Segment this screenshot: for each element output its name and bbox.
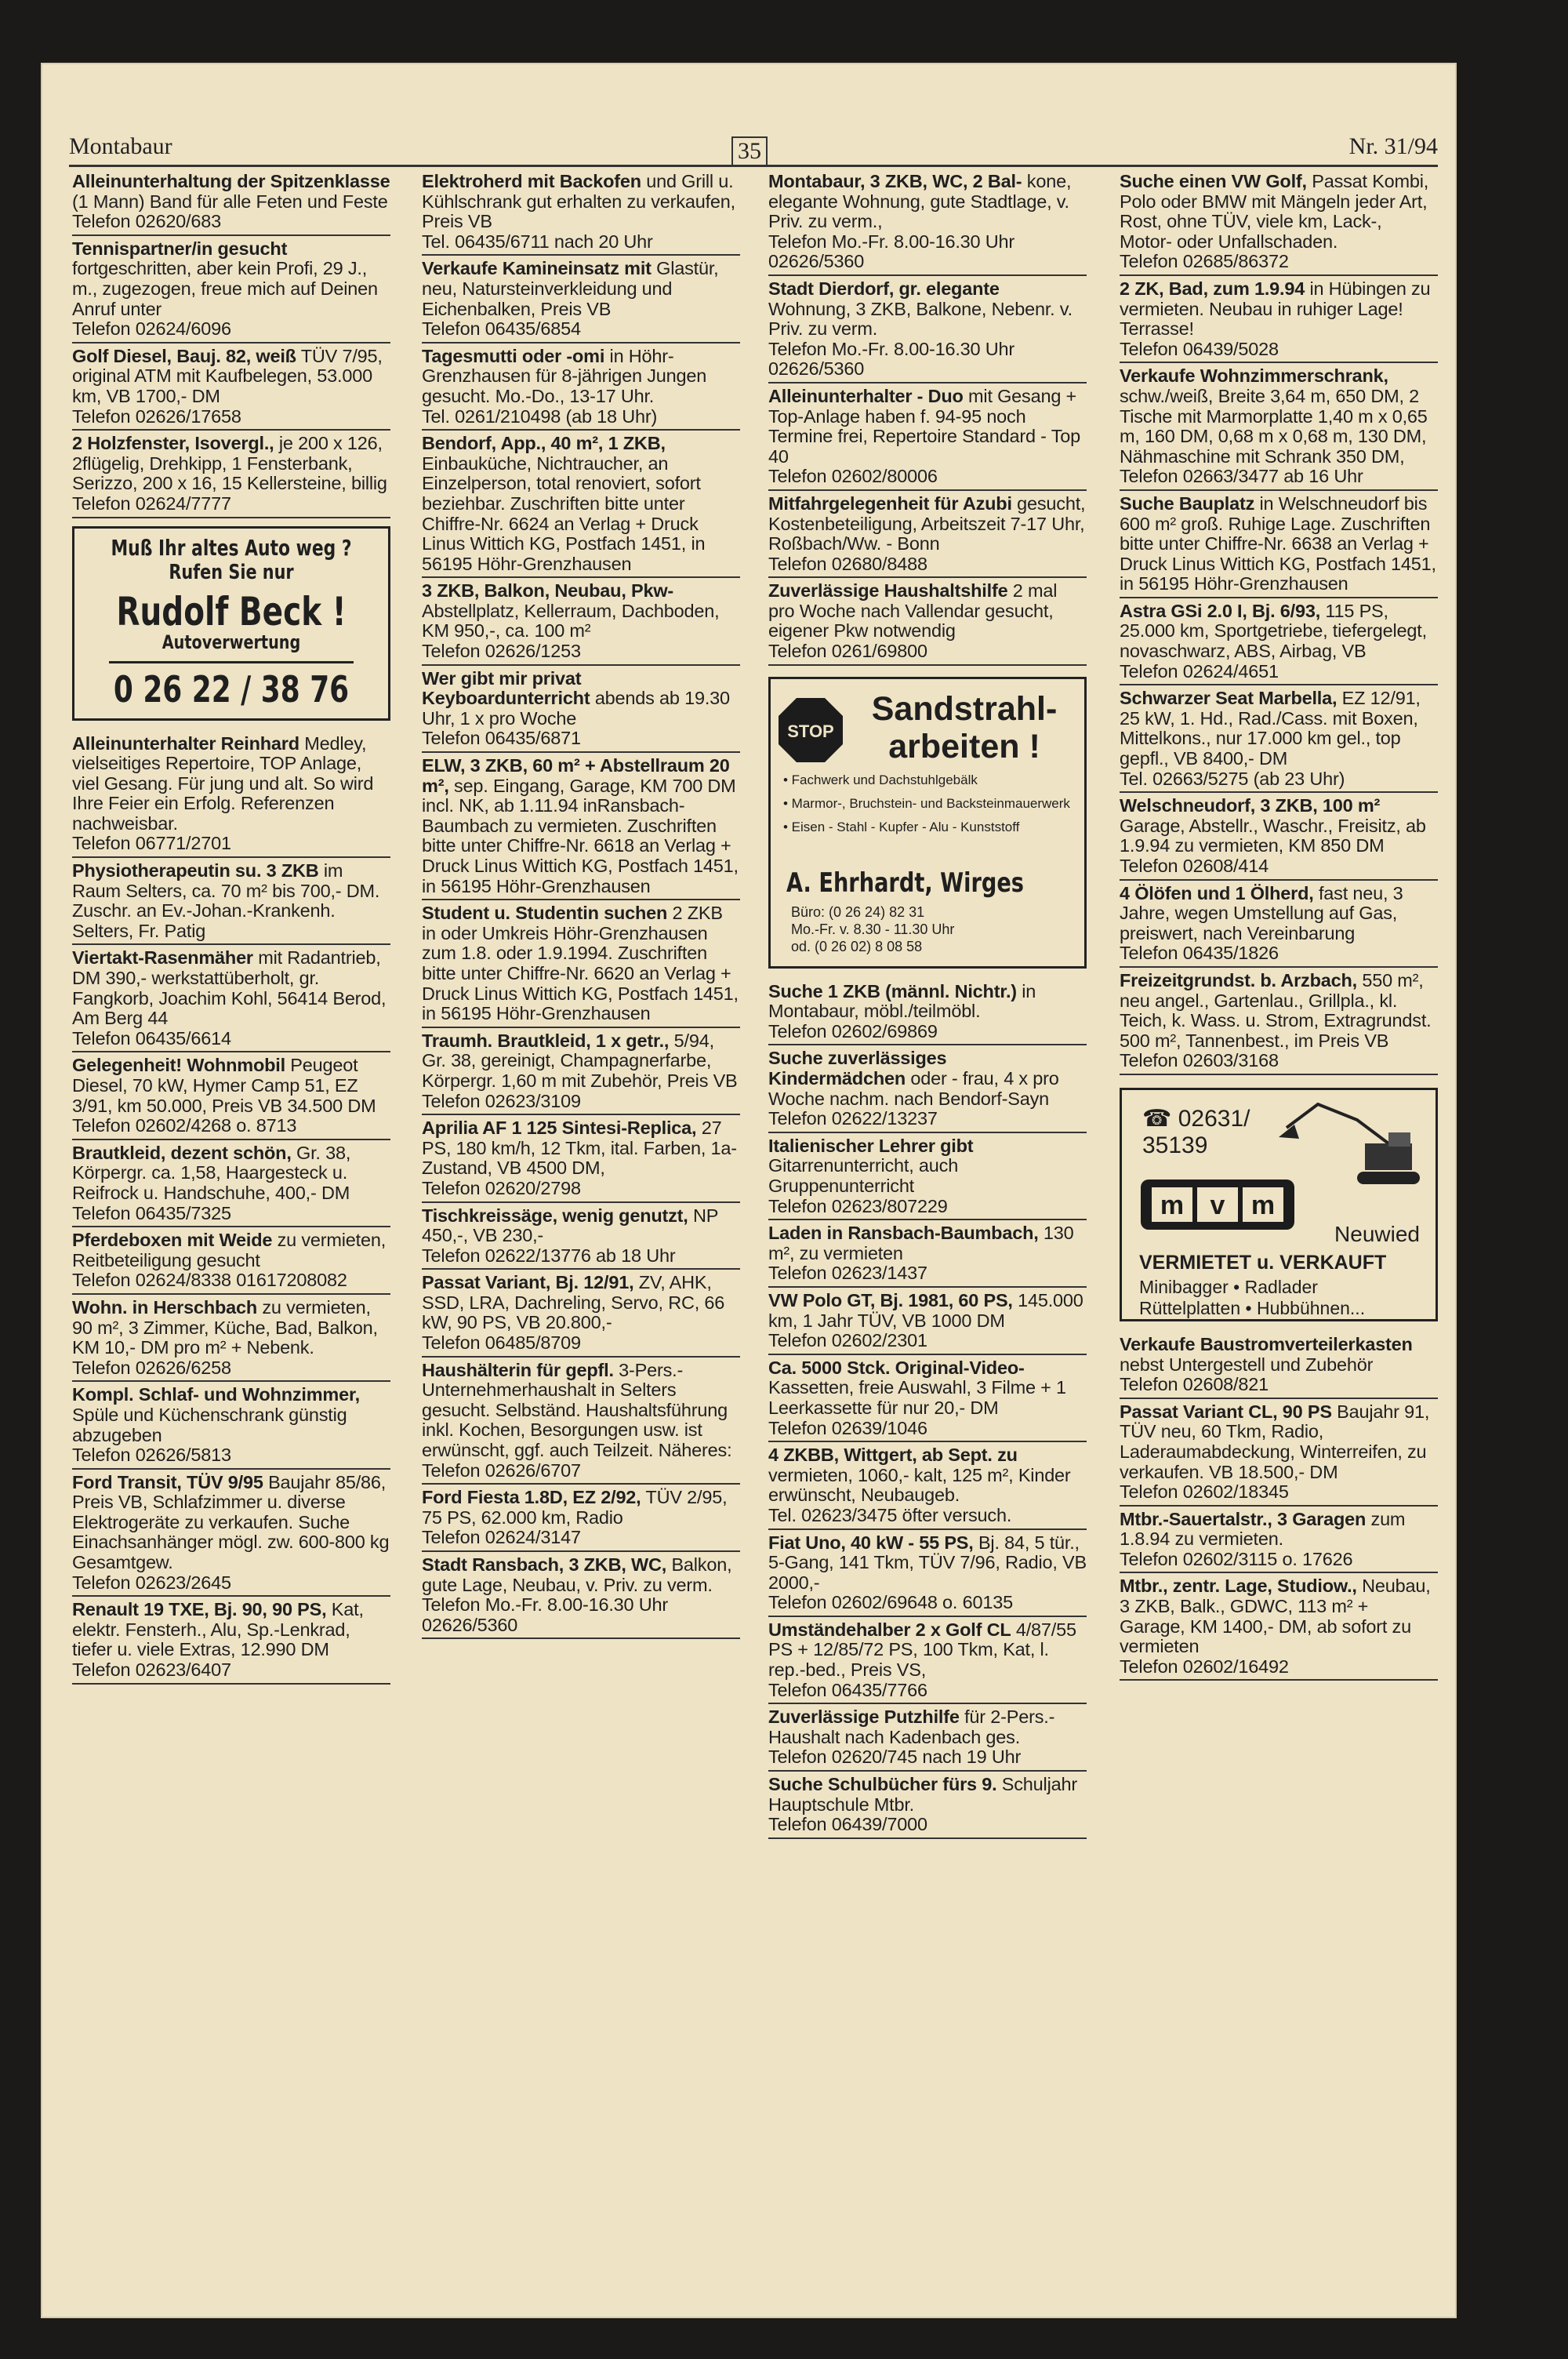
phone-number: 0 26 22 / 38 76 bbox=[109, 661, 354, 711]
ad-headline: 4 Ölöfen und 1 Ölherd, bbox=[1120, 882, 1314, 903]
ad-headline: Montabaur, 3 ZKB, WC, 2 Bal- bbox=[768, 171, 1022, 191]
service-item: • Marmor-, Bruchstein- und Backsteinmauerwerk bbox=[783, 795, 1070, 811]
ad-subline: Rufen Sie nur bbox=[169, 560, 294, 584]
classified-ad bbox=[422, 171, 740, 256]
classified-ad bbox=[768, 1774, 1087, 1839]
ad-text: 130 m², zu vermieten bbox=[768, 1223, 1074, 1263]
ad-headline: Umständehalber 2 x Golf CL bbox=[768, 1619, 1011, 1640]
classified-ad bbox=[1120, 1509, 1438, 1574]
classified-ad bbox=[1120, 601, 1438, 685]
ad-text: Spüle und Küchenschrank günstig abzugeben bbox=[72, 1404, 347, 1445]
ad-phone: Tel. 06435/6711 nach 20 Uhr bbox=[422, 231, 653, 252]
ad-headline: Brautkleid, dezent schön, bbox=[72, 1142, 292, 1163]
ad-headline: Haushälterin für gepfl. bbox=[422, 1359, 614, 1380]
ad-headline: Tennispartner/in gesucht bbox=[72, 238, 288, 259]
classified-ad bbox=[768, 493, 1087, 578]
contact-info bbox=[791, 903, 954, 955]
ad-phone: Telefon 06771/2701 bbox=[72, 833, 231, 854]
column-2 bbox=[422, 171, 740, 1641]
svg-text:v: v bbox=[1210, 1190, 1225, 1220]
ad-text: 3-Pers.-Unternehmerhaushalt in Selters gesucht. Selbständ. Haushaltsführung inkl. Kochen, Besorgungen usw. ist erwünscht, ggf. auch Teilzeit. Näheres: bbox=[422, 1359, 732, 1461]
classified-ad bbox=[768, 1532, 1087, 1617]
ad-headline: Mitfahrgelegenheit für Azubi bbox=[768, 493, 1012, 514]
ad-headline: Golf Diesel, Bauj. 82, weiß bbox=[72, 345, 296, 366]
ad-headline: Zuverlässige Haushaltshilfe bbox=[768, 580, 1008, 602]
ad-headline: Suche 1 ZKB (männl. Nichtr.) bbox=[768, 980, 1017, 1001]
ad-text: für 2-Pers.-Haushalt nach Kadenbach ges. bbox=[768, 1707, 1055, 1747]
classified-ad bbox=[422, 755, 740, 900]
classified-ad bbox=[72, 1143, 390, 1227]
ad-text: Abstellplatz, Kellerraum, Dachboden, KM 950,-, ca. 100 m² bbox=[422, 600, 720, 642]
ad-phone: Telefon 02624/4651 bbox=[1120, 660, 1279, 682]
company-name: A. Ehrhardt, Wirges bbox=[786, 867, 1024, 899]
ad-phone: Telefon 02602/3115 o. 17626 bbox=[1120, 1548, 1353, 1569]
classified-ad bbox=[1120, 883, 1438, 968]
ad-phone: Telefon 02602/80006 bbox=[768, 466, 938, 487]
classified-ad bbox=[1120, 1334, 1438, 1399]
ad-text: Schuljahr Hauptschule Mtbr. bbox=[768, 1774, 1077, 1815]
equipment-line: Rüttelplatten • Hubbühnen... bbox=[1139, 1297, 1366, 1318]
ad-text: Balkon, gute Lage, Neubau, v. Priv. zu verm. bbox=[422, 1554, 732, 1595]
svg-text:m: m bbox=[1250, 1190, 1276, 1220]
ad-phone: Tel. 02623/3475 öfter versuch. bbox=[768, 1504, 1012, 1525]
ad-headline: Fiat Uno, 40 kW - 55 PS, bbox=[768, 1532, 974, 1553]
classified-ad bbox=[422, 346, 740, 431]
ad-headline: Stadt Dierdorf, gr. elegante bbox=[768, 278, 1000, 299]
classified-ad bbox=[1120, 1576, 1438, 1681]
ad-phone: Telefon 06435/6614 bbox=[72, 1027, 231, 1049]
ad-headline: Alleinunterhalter - Duo bbox=[768, 385, 964, 406]
classified-ad bbox=[72, 433, 390, 518]
ad-headline: Tischkreissäge, wenig genutzt, bbox=[422, 1205, 688, 1226]
ad-headline: Bendorf, App., 40 m², 1 ZKB, bbox=[422, 433, 666, 454]
ad-text: Baujahr 85/86, Preis VB, Schlafzimmer u. diverse Elektrogeräte zu verkaufen. Suche Einachsanhänger mögl. zw. 600-800 kg Gesamtgew. bbox=[72, 1471, 390, 1573]
ad-text: TÜV 7/95, original ATM mit Kaufbelegen, 53.000 km, VB 1700,- DM bbox=[72, 345, 383, 406]
classified-ad bbox=[422, 580, 740, 665]
ad-text: oder - frau, 4 x pro Woche nachm. nach Bendorf-Sayn bbox=[768, 1068, 1059, 1109]
mvm-logo bbox=[1139, 1175, 1296, 1234]
classified-ad bbox=[422, 1030, 740, 1115]
ad-headline: Mtbr., zentr. Lage, Studiow., bbox=[1120, 1576, 1357, 1597]
ad-text: 115 PS, 25.000 km, Sportgetriebe, tiefergelegt, novaschwarz, ABS, Airbag, VB bbox=[1120, 600, 1427, 662]
office-phone: Büro: (0 26 24) 82 31 bbox=[791, 903, 925, 920]
ad-text: gesucht, Kostenbeteiligung, Arbeitszeit 7-17 Uhr, Roßbach/Ww. - Bonn bbox=[768, 493, 1086, 554]
ad-text: 145.000 km, 1 Jahr TÜV, VB 1000 DM bbox=[768, 1289, 1083, 1331]
ad-headline: Viertakt-Rasenmäher bbox=[72, 947, 253, 969]
ad-phone: Telefon 02680/8488 bbox=[768, 553, 927, 574]
ad-text: Wohnung, 3 ZKB, Balkone, Nebenr. v. Priv. zu verm. bbox=[768, 298, 1073, 340]
ad-headline: Traumh. Brautkleid, 1 x getr., bbox=[422, 1030, 670, 1051]
classified-ad bbox=[72, 1599, 390, 1684]
ad-phone: Telefon 06435/7325 bbox=[72, 1202, 231, 1223]
classified-ad bbox=[768, 1223, 1087, 1288]
mvm-ad bbox=[1120, 1088, 1438, 1321]
ad-headline: 2 Holzfenster, Isovergl., bbox=[72, 433, 274, 454]
ad-headline: Suche einen VW Golf, bbox=[1120, 171, 1307, 191]
classified-ad bbox=[768, 580, 1087, 665]
ad-headline: Renault 19 TXE, Bj. 90, 90 PS, bbox=[72, 1599, 327, 1620]
ad-phone: Telefon 02620/745 nach 19 Uhr bbox=[768, 1747, 1022, 1768]
phone-line-1: ☎ 02631/ bbox=[1142, 1105, 1250, 1132]
ad-headline: Tagesmutti oder -omi bbox=[422, 345, 605, 366]
classified-ad bbox=[1120, 688, 1438, 793]
ad-phone: Telefon 02626/17658 bbox=[72, 405, 241, 427]
ad-phone: Telefon 02685/86372 bbox=[1120, 251, 1289, 272]
ad-text: und Grill u. Kühlschrank gut erhalten zu verkaufen, Preis VB bbox=[422, 171, 735, 232]
sandstrahl-ad bbox=[768, 677, 1087, 969]
ad-headline: Ca. 5000 Stck. Original-Video- bbox=[768, 1357, 1025, 1378]
ad-text: kone, elegante Wohnung, gute Stadtlage, v. Priv. zu verm., bbox=[768, 171, 1072, 232]
ad-text: fast neu, 3 Jahre, wegen Umstellung auf Gas, preiswert, nach Vereinbarung bbox=[1120, 882, 1403, 943]
ad-text: zum 1.8.94 zu vermieten. bbox=[1120, 1508, 1406, 1550]
ad-phone: Telefon 06435/6854 bbox=[422, 318, 581, 340]
ad-phone: Telefon 02602/18345 bbox=[1120, 1481, 1289, 1503]
classified-ad bbox=[72, 947, 390, 1052]
ad-headline: Alleinunterhalter Reinhard bbox=[72, 732, 299, 754]
alt-phone: od. (0 26 02) 8 08 58 bbox=[791, 938, 923, 954]
ad-phone: Telefon 02624/6096 bbox=[72, 318, 231, 340]
classified-ad bbox=[422, 258, 740, 343]
ad-phone: Telefon Mo.-Fr. 8.00-16.30 Uhr 02626/5360 bbox=[768, 338, 1015, 380]
ad-phone: Telefon 02602/69648 o. 60135 bbox=[768, 1592, 1013, 1613]
equipment-line: Minibagger • Radlader bbox=[1139, 1276, 1318, 1297]
ad-phone: Telefon 02622/13237 bbox=[768, 1108, 938, 1129]
ad-text: Neubau, 3 ZKB, Balk., GDWC, 113 m² + Garage, KM 1400,- DM, ab sofort zu vermieten bbox=[1120, 1576, 1431, 1657]
classified-ad bbox=[422, 1487, 740, 1552]
ad-text: je 200 x 126, 2flügelig, Drehkipp, 1 Fensterbank, Serizzo, 200 x 16, 15 Kellersteine, billig bbox=[72, 433, 387, 494]
ad-text: Passat Kombi, Polo oder BMW mit Mängeln jeder Art, Rost, ohne TÜV, viele km, Lack-, Motor- oder Unfallschaden. bbox=[1120, 171, 1429, 252]
ad-text: Gitarrenunterricht, auch Gruppenunterricht bbox=[768, 1155, 959, 1196]
classified-ad bbox=[422, 433, 740, 578]
equipment-list bbox=[1139, 1277, 1365, 1319]
ad-text: in Hübingen zu vermieten. Neubau in ruhiger Lage! Terrasse! bbox=[1120, 278, 1431, 340]
ad-text: in Welschneudorf bis 600 m² groß. Ruhige Lage. Zuschriften bitte unter Chiffre-Nr. 6638 an Verlag + Druck Linus Wittich KG, Postfach 1451, in 56195 Höhr-Grenzhausen bbox=[1120, 493, 1436, 594]
service-list bbox=[783, 772, 1081, 842]
ad-text: Garage, Abstellr., Waschr., Freisitz, ab 1.9.94 zu vermieten, KM 850 DM bbox=[1120, 815, 1426, 856]
ad-headline: Mtbr.-Sauertalstr., 3 Garagen bbox=[1120, 1508, 1367, 1529]
ad-phone: Telefon 02620/2798 bbox=[422, 1177, 581, 1198]
ad-headline: Passat Variant CL, 90 PS bbox=[1120, 1401, 1332, 1422]
ad-headline: Muß Ihr altes Auto weg ? bbox=[111, 534, 352, 561]
column-3 bbox=[768, 171, 1087, 1841]
ad-headline: Gelegenheit! Wohnmobil bbox=[72, 1055, 285, 1076]
ad-text: (1 Mann) Band für alle Feten und Feste bbox=[72, 191, 388, 212]
svg-text:m: m bbox=[1160, 1190, 1185, 1220]
ad-text: Glastür, neu, Natursteinverkleidung und Eichenbalken, Preis VB bbox=[422, 258, 719, 319]
classified-ad bbox=[72, 1384, 390, 1469]
ad-phone: Telefon 02623/2645 bbox=[72, 1572, 231, 1593]
ad-headline: Zuverlässige Putzhilfe bbox=[768, 1707, 960, 1728]
ad-text: vermieten, 1060,- kalt, 125 m², Kinder erwünscht, Neubaugeb. bbox=[768, 1464, 1071, 1506]
ad-text: Baujahr 91, TÜV neu, 60 Tkm, Radio, Laderaumabdeckung, Winterreifen, zu verkaufen. VB 18.500,- DM bbox=[1120, 1401, 1430, 1482]
ad-headline: Ford Transit, TÜV 9/95 bbox=[72, 1471, 263, 1492]
ad-headline: Sandstrahl-arbeiten ! bbox=[871, 689, 1058, 765]
ad-headline: ELW, 3 ZKB, 60 m² + Abstellraum 20 m², bbox=[422, 755, 730, 796]
classified-ad bbox=[1120, 365, 1438, 491]
classified-ad bbox=[72, 1230, 390, 1295]
ad-headline: Verkaufe Baustromverteilerkasten bbox=[1120, 1333, 1413, 1354]
ad-phone: Telefon 06435/1826 bbox=[1120, 943, 1279, 964]
classified-ad bbox=[422, 1205, 740, 1270]
ad-headline: Suche Schulbücher fürs 9. bbox=[768, 1774, 997, 1795]
ad-text: fortgeschritten, aber kein Profi, 29 J., m., zugezogen, freue mich auf Deinen Anruf unter bbox=[72, 258, 378, 319]
ad-phone: Telefon 06435/7766 bbox=[768, 1679, 927, 1700]
ad-headline: Kompl. Schlaf- und Wohnzimmer, bbox=[72, 1384, 360, 1405]
ad-phone: Telefon 02626/6707 bbox=[422, 1459, 581, 1481]
classified-ad bbox=[72, 238, 390, 343]
service-item: • Eisen - Stahl - Kupfer - Alu - Kunststoff bbox=[783, 819, 1020, 834]
ad-phone: Telefon 02608/414 bbox=[1120, 856, 1269, 876]
ad-headline: Ford Fiesta 1.8D, EZ 2/92, bbox=[422, 1487, 641, 1508]
classified-ad bbox=[72, 1055, 390, 1140]
classified-ad bbox=[768, 171, 1087, 276]
ad-phone: Telefon 02626/1253 bbox=[422, 641, 581, 662]
ad-headline: Freizeitgrundst. b. Arzbach, bbox=[1120, 969, 1357, 990]
ad-text: sep. Eingang, Garage, KM 700 DM incl. NK, ab 1.11.94 inRansbach-Baumbach zu vermieten. Zuschriften bitte unter Chiffre-Nr. 6618 an Verlag + Druck Linus Wittich KG, Postfach 1451, in 56195 Höhr-Grenzhausen bbox=[422, 775, 739, 896]
classified-ad bbox=[768, 1707, 1087, 1772]
city: Neuwied bbox=[1334, 1221, 1420, 1246]
ad-headline: 2 ZK, Bad, zum 1.9.94 bbox=[1120, 278, 1305, 299]
ad-phone: Telefon 02624/8338 01617208082 bbox=[72, 1270, 347, 1291]
ad-headline: Italienischer Lehrer gibt bbox=[768, 1135, 974, 1156]
company-name: Rudolf Beck ! bbox=[116, 588, 347, 634]
column-1 bbox=[72, 171, 390, 1687]
ad-phone: Telefon Mo.-Fr. 8.00-16.30 Uhr 02626/5360 bbox=[768, 231, 1015, 272]
classified-ad bbox=[768, 1619, 1087, 1704]
rudolf-beck-ad bbox=[72, 526, 390, 721]
ad-text: schw./weiß, Breite 3,64 m, 650 DM, 2 Tische mit Marmorplatte 1,40 m x 0,65 m, 160 DM, 0,68 m x 0,68 m, 130 DM, Nähmaschine mit Schrank 350 DM, bbox=[1120, 385, 1428, 467]
issue-number: Nr. 31/94 bbox=[1348, 133, 1438, 159]
ad-headline: Schwarzer Seat Marbella, bbox=[1120, 688, 1338, 709]
ad-text: TÜV 2/95, 75 PS, 62.000 km, Radio bbox=[422, 1487, 728, 1528]
classified-ad bbox=[768, 386, 1087, 491]
classified-ad bbox=[72, 860, 390, 945]
ad-text: abends ab 19.30 Uhr, 1 x pro Woche bbox=[422, 688, 730, 729]
classified-ad bbox=[768, 1358, 1087, 1442]
stop-sign-icon bbox=[777, 696, 844, 764]
ad-headline: Verkaufe Wohnzimmerschrank, bbox=[1120, 365, 1388, 387]
ad-text: Einbauküche, Nichtraucher, an Einzelperson, total renoviert, sofort beziehbar. Zuschriften bitte unter Chiffre-Nr. 6624 an Verlag + Druck Linus Wittich KG, Postfach 1451, in 56195 Höhr-Grenzhausen bbox=[422, 453, 706, 574]
ad-text: zu vermieten, Reitbeteiligung gesucht bbox=[72, 1230, 387, 1270]
ad-headline: Physiotherapeutin su. 3 ZKB bbox=[72, 860, 319, 881]
ad-headline: Stadt Ransbach, 3 ZKB, WC, bbox=[422, 1554, 667, 1575]
ad-headline: Wer gibt mir privat Keyboardunterricht bbox=[422, 667, 590, 709]
ad-headline: VW Polo GT, Bj. 1981, 60 PS, bbox=[768, 1289, 1013, 1310]
classified-ad bbox=[1120, 970, 1438, 1075]
page-number: 35 bbox=[731, 136, 768, 166]
ad-text: 550 m², neu angel., Gartenlau., Grillpla., kl. Teich, k. Wass. u. Strom, Extragrundst. 500 m², Tannenbest., im Preis VB bbox=[1120, 969, 1432, 1051]
ad-text: zu vermieten, 90 m², 3 Zimmer, Küche, Bad, Balkon, KM 10,- DM pro m² + Nebenk. bbox=[72, 1296, 378, 1358]
ad-text: Peugeot Diesel, 70 kW, Hymer Camp 51, EZ 3/91, km 50.000, Preis VB 34.500 DM bbox=[72, 1055, 376, 1116]
ad-text: Kat, elektr. Fensterh., Alu, Sp.-Lenkrad, tiefer u. viele Extras, 12.990 DM bbox=[72, 1599, 364, 1660]
ad-phone: Telefon 02639/1046 bbox=[768, 1417, 927, 1438]
classified-ad bbox=[72, 1297, 390, 1382]
office-hours: Mo.-Fr. v. 8.30 - 11.30 Uhr bbox=[791, 921, 955, 937]
ad-headline: Aprilia AF 1 125 Sintesi-Replica, bbox=[422, 1118, 697, 1139]
ad-headline: 3 ZKB, Balkon, Neubau, Pkw- bbox=[422, 580, 674, 602]
classified-ad bbox=[422, 1554, 740, 1639]
column-4 bbox=[1120, 171, 1438, 1683]
ad-phone: Telefon 02663/3477 ab 16 Uhr bbox=[1120, 466, 1363, 487]
classified-ad bbox=[768, 1136, 1087, 1220]
classified-ad bbox=[1120, 493, 1438, 598]
classified-ad bbox=[422, 903, 740, 1028]
ad-text: Medley, vielseitiges Repertoire, TOP Anlage, viel Gesang. Für jung und alt. So wird Ihre Feier ein Erfolg. Referenzen nachweisbar. bbox=[72, 732, 374, 834]
ad-phone: Telefon 06439/7000 bbox=[768, 1814, 927, 1835]
ad-headline: Alleinunterhaltung der Spitzenklasse bbox=[72, 171, 390, 191]
ad-phone: Telefon 02602/69869 bbox=[768, 1020, 938, 1041]
classified-ad bbox=[422, 1360, 740, 1485]
ad-text: EZ 12/91, 25 kW, 1. Hd., Rad./Cass. mit Boxen, Mittelkons., nur 17.000 km gel., top gepfl., VB 8400,- DM bbox=[1120, 688, 1421, 769]
ad-headline: Laden in Ransbach-Baumbach, bbox=[768, 1223, 1039, 1244]
ad-text: NP 450,-, VB 230,- bbox=[422, 1205, 718, 1246]
classified-ad bbox=[1120, 1401, 1438, 1507]
ad-headline: Student u. Studentin suchen bbox=[422, 903, 668, 924]
ad-headline: VERMIETET u. VERKAUFT bbox=[1139, 1251, 1387, 1274]
ad-phone: Tel. 0261/210498 (ab 18 Uhr) bbox=[422, 405, 658, 427]
stop-label: STOP bbox=[787, 721, 834, 741]
ad-phone: Telefon 02620/683 bbox=[72, 211, 221, 232]
classified-ad bbox=[768, 1445, 1087, 1529]
ad-text: Kassetten, freie Auswahl, 3 Filme + 1 Leerkassette für nur 20,- DM bbox=[768, 1377, 1066, 1418]
service-item: • Fachwerk und Dachstuhlgebälk bbox=[783, 772, 978, 787]
ad-text: 2 mal pro Woche nach Vallendar gesucht, eigener Pkw notwendig bbox=[768, 580, 1058, 642]
ad-phone: Telefon 02623/3109 bbox=[422, 1090, 581, 1111]
classified-ad bbox=[1120, 171, 1438, 276]
classified-ad bbox=[72, 346, 390, 431]
ad-headline: Welschneudorf, 3 ZKB, 100 m² bbox=[1120, 795, 1381, 816]
ad-text: nebst Untergestell und Zubehör bbox=[1120, 1354, 1374, 1375]
ad-phone: Telefon 02602/4268 o. 8713 bbox=[72, 1115, 297, 1136]
ad-headline: Suche Bauplatz bbox=[1120, 493, 1255, 514]
ad-text: ZV, AHK, SSD, LRA, Dachreling, Servo, RC, 66 kW, 90 PS, VB 20.800,- bbox=[422, 1272, 725, 1333]
ad-phone: Telefon 0261/69800 bbox=[768, 641, 927, 662]
ad-phone: Telefon 02623/6407 bbox=[72, 1659, 231, 1681]
ad-phone: Telefon 06485/8709 bbox=[422, 1332, 581, 1354]
company-type: Autoverwertung bbox=[162, 631, 301, 653]
classified-ad bbox=[768, 1290, 1087, 1355]
ad-phone: Telefon Mo.-Fr. 8.00-16.30 Uhr 02626/5360 bbox=[422, 1594, 669, 1635]
ad-text: mit Radantrieb, DM 390,- werkstattüberholt, gr. Fangkorb, Joachim Kohl, 56414 Berod, Am Berg 44 bbox=[72, 947, 387, 1029]
ad-headline: Pferdeboxen mit Weide bbox=[72, 1230, 273, 1251]
ad-phone: Telefon 02622/13776 ab 18 Uhr bbox=[422, 1245, 676, 1266]
ad-phone: Telefon 02624/3147 bbox=[422, 1527, 581, 1548]
classified-ad bbox=[768, 1048, 1087, 1132]
ad-text: in Höhr-Grenzhausen für 8-jährigen Jungen gesucht. Mo.-Do., 13-17 Uhr. bbox=[422, 345, 707, 406]
ad-headline: Astra GSi 2.0 I, Bj. 6/93, bbox=[1120, 600, 1321, 621]
classified-ad bbox=[422, 1118, 740, 1202]
ad-text: 27 PS, 180 km/h, 12 Tkm, ital. Farben, 1a-Zustand, VB 4500 DM, bbox=[422, 1118, 737, 1179]
ad-phone: Telefon 02624/7777 bbox=[72, 493, 231, 514]
classified-ad bbox=[768, 278, 1087, 383]
ad-phone: Telefon 02608/821 bbox=[1120, 1374, 1269, 1395]
ad-headline: Wohn. in Herschbach bbox=[72, 1296, 258, 1318]
classified-ad bbox=[1120, 278, 1438, 363]
ad-text: Bj. 84, 5 tür., 5-Gang, 141 Tkm, TÜV 7/96, Radio, VB 2000,- bbox=[768, 1532, 1087, 1593]
ad-text: 5/94, Gr. 38, gereinigt, Champagnerfarbe, Körpergr. 1,60 m mit Zubehör, Preis VB bbox=[422, 1030, 738, 1091]
classified-ad bbox=[422, 668, 740, 753]
ad-text: 2 ZKB in oder Umkreis Höhr-Grenzhausen zum 1.8. oder 1.9.1994. Zuschriften bitte unter Chiffre-Nr. 6620 an Verlag + Druck Linus Wittich KG, Postfach 1451, in 56195 Höhr-Grenzhausen bbox=[422, 903, 739, 1024]
ad-headline: Suche zuverlässiges Kindermädchen bbox=[768, 1048, 947, 1089]
ad-headline: Verkaufe Kamineinsatz mit bbox=[422, 258, 652, 279]
ad-phone: Telefon 02603/3168 bbox=[1120, 1050, 1279, 1071]
ad-headline: Elektroherd mit Backofen bbox=[422, 171, 641, 191]
ad-phone: Telefon 06439/5028 bbox=[1120, 338, 1279, 359]
ad-phone: Telefon 02626/6258 bbox=[72, 1357, 231, 1378]
phone-number bbox=[1142, 1106, 1250, 1159]
ad-phone: Telefon 06435/6871 bbox=[422, 728, 581, 749]
phone-line-2: 35139 bbox=[1142, 1132, 1208, 1158]
classified-ad bbox=[72, 733, 390, 859]
ad-phone: Telefon 02602/2301 bbox=[768, 1330, 927, 1351]
ad-text: Gr. 38, Körpergr. ca. 1,58, Haargesteck u. Reifrock u. Handschuhe, 400,- DM bbox=[72, 1142, 351, 1203]
ad-text: in Montabaur, möbl./teilmöbl. bbox=[768, 980, 1036, 1022]
classified-ad bbox=[72, 1472, 390, 1598]
ad-phone: Telefon 02626/5813 bbox=[72, 1445, 231, 1466]
ad-phone: Telefon 02623/807229 bbox=[768, 1195, 948, 1216]
ad-phone: Tel. 02663/5275 (ab 23 Uhr) bbox=[1120, 768, 1345, 789]
classified-ad bbox=[72, 171, 390, 236]
ad-headline: 4 ZKBB, Wittgert, ab Sept. zu bbox=[768, 1445, 1018, 1466]
ad-text: mit Gesang + Top-Anlage haben f. 94-95 noch Termine frei, Repertoire Standard - Top 40 bbox=[768, 385, 1080, 467]
classified-ad bbox=[768, 981, 1087, 1046]
masthead-town: Montabaur bbox=[69, 133, 172, 159]
classified-ad bbox=[1120, 795, 1438, 880]
ad-phone: Telefon 02623/1437 bbox=[768, 1263, 927, 1284]
masthead bbox=[69, 116, 1438, 167]
ad-headline: Passat Variant, Bj. 12/91, bbox=[422, 1272, 634, 1293]
ad-phone: Telefon 02602/16492 bbox=[1120, 1656, 1289, 1677]
ad-text: im Raum Selters, ca. 70 m² bis 700,- DM. Zuschr. an Ev.-Johan.-Krankenh. Selters, Fr. Patig bbox=[72, 860, 380, 941]
ad-text: 4/87/55 PS + 12/85/72 PS, 100 Tkm, Kat, l. rep.-bed., Preis VS, bbox=[768, 1619, 1076, 1681]
classified-ad bbox=[422, 1272, 740, 1357]
